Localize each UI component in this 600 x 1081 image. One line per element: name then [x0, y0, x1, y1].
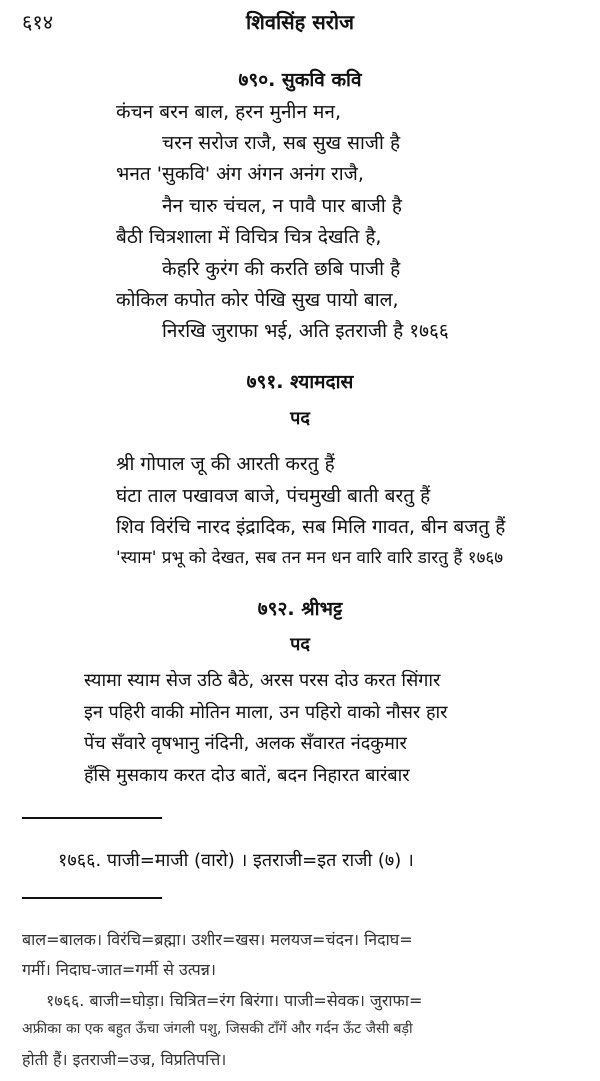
verse-line: नैन चारु चंचल, न पावै पार बाजी है: [162, 195, 402, 217]
verse-line: बैठी चित्रशाला में विचित्र चित्र देखति है,: [116, 226, 382, 248]
verse-line: कोकिल कपोत कोर पेखि सुख पायो बाल,: [116, 289, 399, 311]
page-title: शिवसिंह सरोज: [246, 10, 354, 34]
verse-line: केहरि कुरंग की करति छबि पाजी है: [162, 258, 401, 280]
section-subheading: पद: [290, 634, 310, 655]
glossary-line: अफ्रीका का एक बहुत ऊँचा जंगली पशु, जिसकी टाँगें और गर्दन ऊँट जैसी बड़ी: [22, 1021, 413, 1037]
footnote-rule: [22, 817, 162, 819]
verse-line: कंचन बरन बाल, हरन मुनीन मन,: [116, 101, 341, 123]
glossary-line: १७६६. बाजी=घोड़ा। चित्रित=रंग बिरंगा। पाजी=सेवक। जुराफा=: [46, 991, 423, 1010]
section-heading: ७९०. सुकवि कवि: [238, 69, 362, 91]
verse-line: इन पहिरी वाकी मोतिन माला, उन पहिरो वाको नौसर हार: [84, 702, 448, 723]
verse-line: भनत 'सुकवि' अंग अंगन अनंग राजै,: [116, 163, 364, 185]
section-heading: ७९१. श्यामदास: [246, 371, 354, 393]
footnote: १७६६. पाजी=माजी (वारो) । इतराजी=इत राजी (७) ।: [58, 850, 414, 871]
glossary-line: बाल=बालक। विरंचि=ब्रह्मा। उशीर=खस। मलयज=चंदन। निदाघ=: [22, 930, 413, 949]
section-heading: ७९२. श्रीभट्ट: [257, 598, 343, 620]
glossary-line: होती हैं। इतराजी=उज्र, विप्रतिपत्ति।: [22, 1050, 227, 1069]
verse-line: चरन सरोज राजै, सब सुख साजी है: [162, 132, 401, 154]
footnote-rule: [22, 897, 162, 899]
verse-line: पेंच सँवारे वृषभानु नंदिनी, अलक सँवारत नंदकुमार: [84, 733, 407, 754]
verse-line: हँसि मुसकाय करत दोउ बातें, बदन निहारत बारंबार: [84, 765, 410, 786]
verse-line: स्यामा स्याम सेज उठि बैठे, अरस परस दोउ करत सिंगार: [84, 670, 441, 691]
verse-line: निरखि जुराफा भई, अति इतराजी है १७६६: [162, 320, 449, 342]
page-number: ६१४: [22, 10, 54, 34]
glossary-line: गर्मी। निदाघ-जात=गर्मी से उत्पन्न।: [22, 960, 216, 979]
verse-line: 'स्याम' प्रभू को देखत, सब तन मन धन वारि वारि डारतु हैं १७६७: [116, 548, 504, 568]
verse-line: श्री गोपाल जू की आरती करतु हैं: [116, 453, 335, 475]
verse-line: शिव विरंचि नारद इंद्रादिक, सब मिलि गावत, बीन बजतु हैं: [116, 516, 506, 538]
section-subheading: पद: [290, 408, 310, 429]
verse-line: घंटा ताल पखावज बाजे, पंचमुखी बाती बरतु हैं: [116, 485, 431, 507]
